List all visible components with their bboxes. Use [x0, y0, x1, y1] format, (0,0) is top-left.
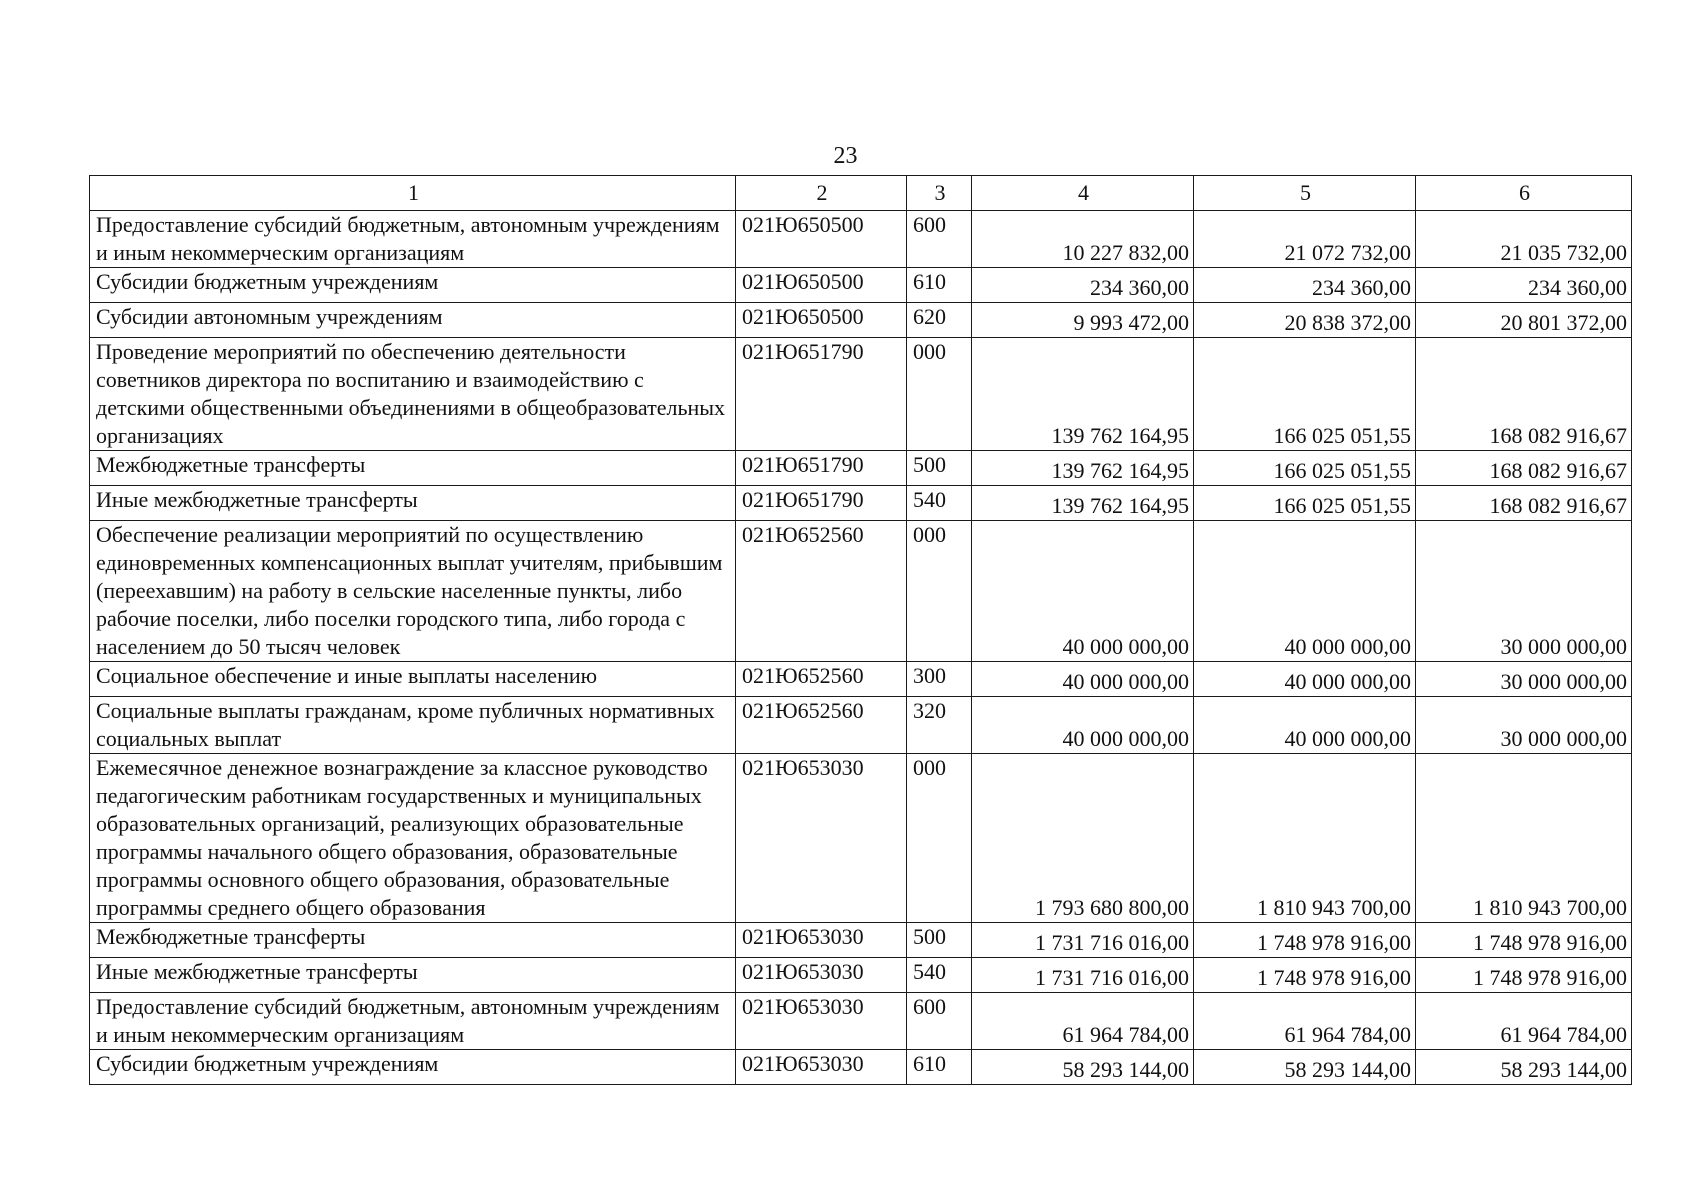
row-name: Иные межбюджетные трансферты — [90, 958, 736, 993]
row-name: Предоставление субсидий бюджетным, автономным учреждениям и иным некоммерческим организациям — [90, 993, 736, 1050]
row-code: 021Ю651790 — [736, 486, 907, 521]
table-row — [90, 697, 1632, 754]
row-value-5: 234 360,00 — [1194, 268, 1416, 303]
row-value-4: 1 793 680 800,00 — [972, 754, 1194, 923]
table-row — [90, 754, 1632, 923]
row-value-5: 1 810 943 700,00 — [1194, 754, 1416, 923]
row-code: 021Ю651790 — [736, 451, 907, 486]
row-value-6: 1 810 943 700,00 — [1416, 754, 1632, 923]
row-code: 021Ю652560 — [736, 521, 907, 662]
row-name: Субсидии автономным учреждениям — [90, 303, 736, 338]
row-type: 320 — [907, 697, 972, 754]
table-row — [90, 1050, 1632, 1085]
row-value-5: 20 838 372,00 — [1194, 303, 1416, 338]
table-row — [90, 303, 1632, 338]
column-header: 6 — [1416, 176, 1632, 211]
row-name: Межбюджетные трансферты — [90, 451, 736, 486]
row-value-6: 30 000 000,00 — [1416, 662, 1632, 697]
row-value-5: 166 025 051,55 — [1194, 451, 1416, 486]
table-row — [90, 338, 1632, 451]
row-name: Межбюджетные трансферты — [90, 923, 736, 958]
row-value-6: 1 748 978 916,00 — [1416, 958, 1632, 993]
row-name: Ежемесячное денежное вознаграждение за классное руководство педагогическим работникам государственных и муниципальных образовательных организаций, реализующих образовательные программы начального общего образования, образовательные программы основного общего образования, образовательные программы среднего общего образования — [90, 754, 736, 923]
row-value-6: 30 000 000,00 — [1416, 697, 1632, 754]
row-value-6: 61 964 784,00 — [1416, 993, 1632, 1050]
row-value-6: 21 035 732,00 — [1416, 211, 1632, 268]
row-type: 500 — [907, 923, 972, 958]
row-code: 021Ю652560 — [736, 697, 907, 754]
page-number: 23 — [833, 143, 858, 169]
row-value-4: 40 000 000,00 — [972, 662, 1194, 697]
row-type: 300 — [907, 662, 972, 697]
row-value-4: 234 360,00 — [972, 268, 1194, 303]
row-type: 620 — [907, 303, 972, 338]
row-value-5: 61 964 784,00 — [1194, 993, 1416, 1050]
row-value-5: 1 748 978 916,00 — [1194, 923, 1416, 958]
row-name: Обеспечение реализации мероприятий по осуществлению единовременных компенсационных выплат учителям, прибывшим (переехавшим) на работу в сельские населенные пункты, либо рабочие поселки, либо поселки городского типа, либо города с населением до 50 тысяч человек — [90, 521, 736, 662]
budget-table — [89, 175, 1632, 1085]
row-value-5: 166 025 051,55 — [1194, 486, 1416, 521]
row-value-4: 40 000 000,00 — [972, 697, 1194, 754]
header-row — [90, 176, 1632, 211]
row-type: 000 — [907, 338, 972, 451]
table-row — [90, 521, 1632, 662]
row-code: 021Ю652560 — [736, 662, 907, 697]
column-header: 1 — [90, 176, 736, 211]
row-value-4: 40 000 000,00 — [972, 521, 1194, 662]
row-code: 021Ю650500 — [736, 303, 907, 338]
row-value-4: 1 731 716 016,00 — [972, 923, 1194, 958]
column-header: 2 — [736, 176, 907, 211]
row-value-4: 9 993 472,00 — [972, 303, 1194, 338]
row-value-5: 40 000 000,00 — [1194, 521, 1416, 662]
table-row — [90, 451, 1632, 486]
row-type: 600 — [907, 993, 972, 1050]
row-value-4: 139 762 164,95 — [972, 451, 1194, 486]
column-header: 4 — [972, 176, 1194, 211]
row-value-5: 58 293 144,00 — [1194, 1050, 1416, 1085]
row-type: 540 — [907, 958, 972, 993]
row-value-5: 40 000 000,00 — [1194, 697, 1416, 754]
row-value-4: 10 227 832,00 — [972, 211, 1194, 268]
row-value-4: 139 762 164,95 — [972, 338, 1194, 451]
row-value-6: 20 801 372,00 — [1416, 303, 1632, 338]
table-row — [90, 923, 1632, 958]
table-row — [90, 993, 1632, 1050]
row-value-5: 1 748 978 916,00 — [1194, 958, 1416, 993]
row-name: Субсидии бюджетным учреждениям — [90, 268, 736, 303]
row-type: 600 — [907, 211, 972, 268]
row-type: 000 — [907, 521, 972, 662]
row-code: 021Ю650500 — [736, 268, 907, 303]
row-value-5: 166 025 051,55 — [1194, 338, 1416, 451]
row-type: 000 — [907, 754, 972, 923]
row-value-4: 61 964 784,00 — [972, 993, 1194, 1050]
row-name: Проведение мероприятий по обеспечению деятельности советников директора по воспитанию и взаимодействию с детскими общественными объединениями в общеобразовательных организациях — [90, 338, 736, 451]
row-code: 021Ю650500 — [736, 211, 907, 268]
row-value-4: 1 731 716 016,00 — [972, 958, 1194, 993]
row-type: 610 — [907, 1050, 972, 1085]
row-value-4: 139 762 164,95 — [972, 486, 1194, 521]
column-header: 3 — [907, 176, 972, 211]
table-row — [90, 486, 1632, 521]
row-value-6: 30 000 000,00 — [1416, 521, 1632, 662]
row-value-6: 58 293 144,00 — [1416, 1050, 1632, 1085]
row-value-4: 58 293 144,00 — [972, 1050, 1194, 1085]
row-value-6: 1 748 978 916,00 — [1416, 923, 1632, 958]
table-row — [90, 211, 1632, 268]
row-value-5: 21 072 732,00 — [1194, 211, 1416, 268]
table-row — [90, 268, 1632, 303]
row-code: 021Ю653030 — [736, 1050, 907, 1085]
row-value-6: 168 082 916,67 — [1416, 338, 1632, 451]
row-code: 021Ю653030 — [736, 993, 907, 1050]
table-row — [90, 662, 1632, 697]
row-code: 021Ю653030 — [736, 923, 907, 958]
row-type: 500 — [907, 451, 972, 486]
row-value-6: 234 360,00 — [1416, 268, 1632, 303]
column-header: 5 — [1194, 176, 1416, 211]
row-name: Предоставление субсидий бюджетным, автономным учреждениям и иным некоммерческим организациям — [90, 211, 736, 268]
table-row — [90, 958, 1632, 993]
row-value-6: 168 082 916,67 — [1416, 486, 1632, 521]
row-code: 021Ю653030 — [736, 958, 907, 993]
row-name: Иные межбюджетные трансферты — [90, 486, 736, 521]
row-name: Социальные выплаты гражданам, кроме публичных нормативных социальных выплат — [90, 697, 736, 754]
row-name: Субсидии бюджетным учреждениям — [90, 1050, 736, 1085]
row-type: 540 — [907, 486, 972, 521]
row-value-5: 40 000 000,00 — [1194, 662, 1416, 697]
row-type: 610 — [907, 268, 972, 303]
row-name: Социальное обеспечение и иные выплаты населению — [90, 662, 736, 697]
row-value-6: 168 082 916,67 — [1416, 451, 1632, 486]
row-code: 021Ю653030 — [736, 754, 907, 923]
row-code: 021Ю651790 — [736, 338, 907, 451]
